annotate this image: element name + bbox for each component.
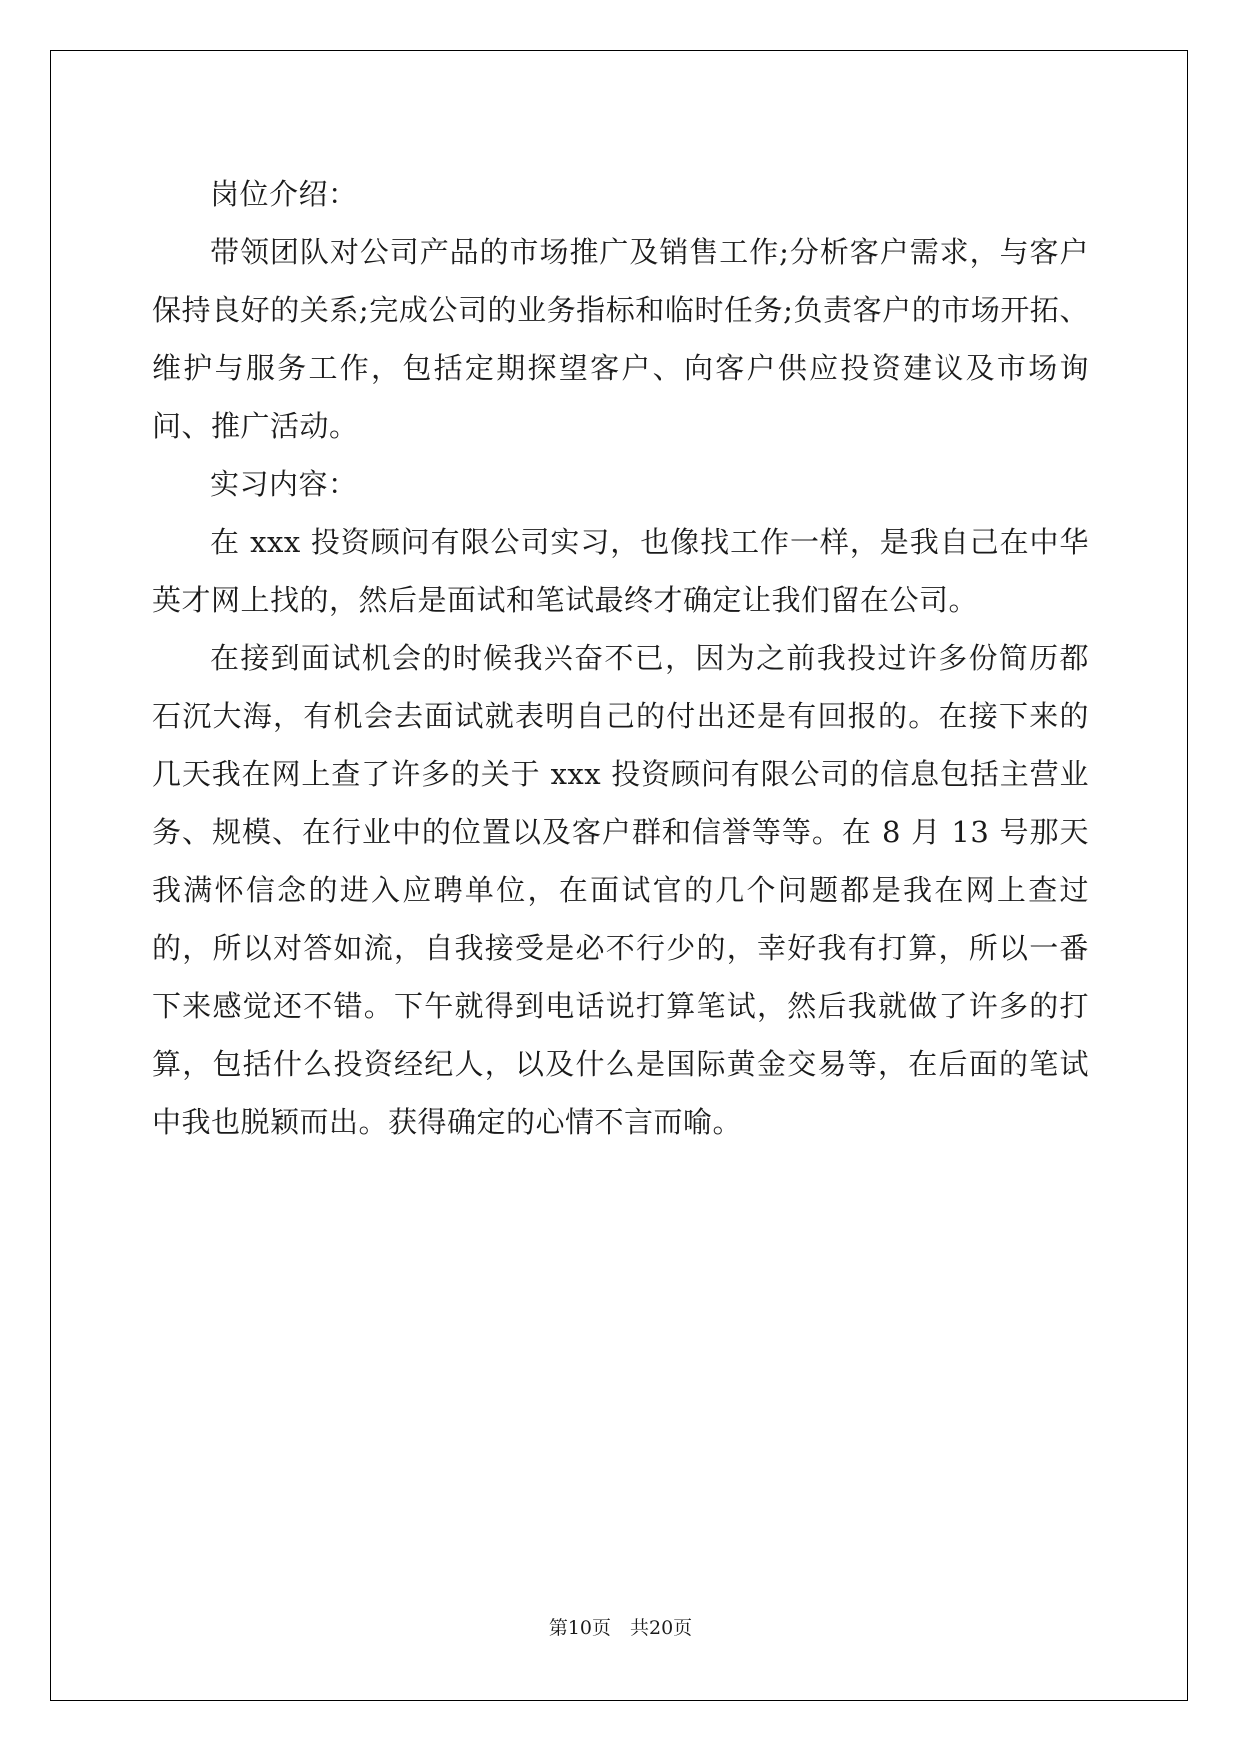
page-number-footer: 第10页 共20页 — [548, 1617, 693, 1639]
section-heading-position: 岗位介绍： — [210, 177, 358, 211]
paragraph-interview-experience: 在接到面试机会的时候我兴奋不已，因为之前我投过许多份简历都石沉大海，有机会去面试就表明自己的付出还是有回报的。在接下来的几天我在网上查了许多的关于 xxx 投资顾问有限公司的信息包括主营业务、规模、在行业中的位置以及客户群和信誉等等。在 8 月 13 号那天我满怀信念的进入应聘单位，在面试官的几个问题都是我在网上查过的，所以对答如流，自我接受是必不行少的，幸好我有打算，所以一番下来感觉还不错。下午就得到电话说打算笔试，然后我就做了许多的打算，包括什么投资经纪人，以及什么是国际黄金交易等，在后面的笔试中我也脱颖而出。获得确定的心情不言而喻。 — [152, 641, 1089, 1139]
document-body — [152, 165, 1089, 1151]
section-heading-internship: 实习内容： — [210, 467, 358, 501]
paragraph-position-description: 带领团队对公司产品的市场推广及销售工作;分析客户需求，与客户保持良好的关系;完成公司的业务指标和临时任务;负责客户的市场开拓、维护与服务工作，包括定期探望客户、向客户供应投资建议及市场询问、推广活动。 — [152, 235, 1089, 443]
paragraph-internship-company: 在 xxx 投资顾问有限公司实习，也像找工作一样，是我自己在中华英才网上找的，然后是面试和笔试最终才确定让我们留在公司。 — [152, 525, 1089, 617]
